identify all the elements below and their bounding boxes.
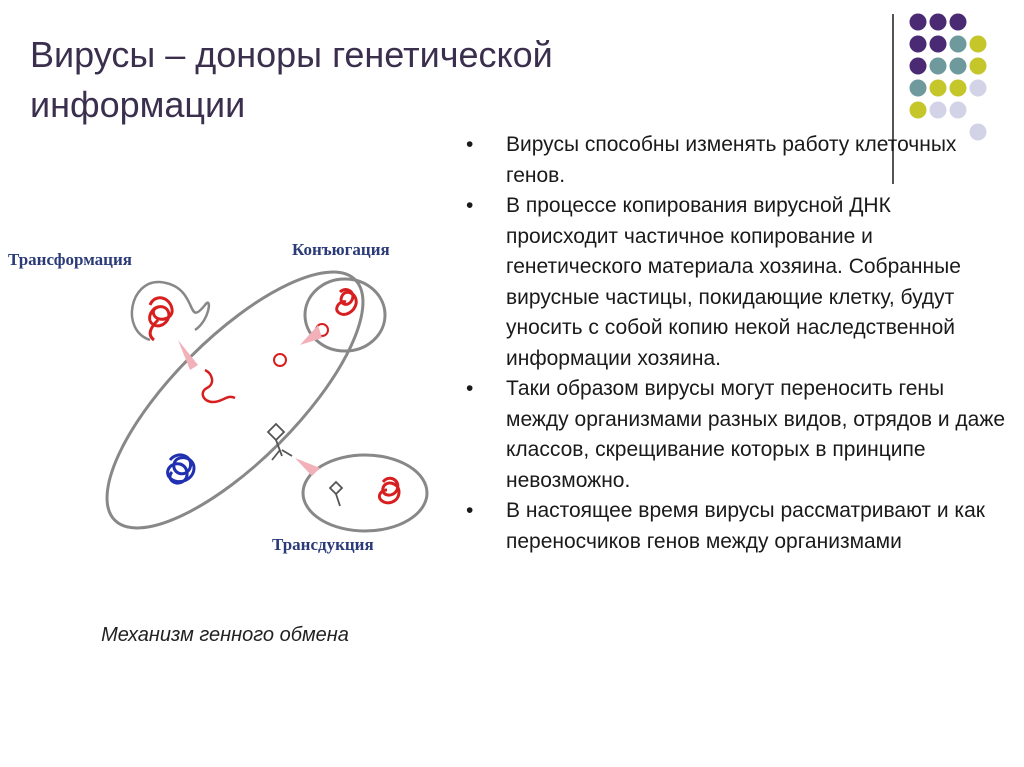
slide-title: Вирусы – доноры генетической информации <box>30 34 553 125</box>
bullet-item: • В процессе копирования вирусной ДНК происходит частичное копирование и генетического материала хозяина. Собранные вирусные частицы, покидающие клетку, будут уносить с собой копию некой наследственной информации хозяина. <box>466 191 1006 374</box>
transfer-arrow-transduction <box>295 458 320 476</box>
decoration-dot <box>910 102 927 119</box>
decoration-dot <box>970 58 987 75</box>
decoration-dot <box>970 80 987 97</box>
central-cell <box>71 236 399 564</box>
label-transformation: Трансформация <box>8 250 132 269</box>
free-dna-loop <box>132 282 209 340</box>
bullet-item: • В настоящее время вирусы рассматривают и как переносчиков генов между организмами <box>466 496 1006 557</box>
label-conjugation: Конъюгация <box>292 240 390 259</box>
plasmid-ring <box>274 354 286 366</box>
label-transduction: Трансдукция <box>272 535 374 554</box>
decoration-dot <box>970 36 987 53</box>
decoration-dot <box>930 36 947 53</box>
red-dna-tangle-transduction <box>379 478 399 503</box>
decoration-dot <box>930 14 947 31</box>
decoration-dot <box>910 14 927 31</box>
decoration-dot <box>950 80 967 97</box>
decoration-dot <box>930 58 947 75</box>
decoration-dot <box>910 36 927 53</box>
bullet-item: • Вирусы способны изменять работу клеточных генов. <box>466 130 1006 191</box>
decoration-dot <box>950 14 967 31</box>
decoration-dot <box>950 36 967 53</box>
decoration-dot <box>910 80 927 97</box>
decoration-dot <box>910 58 927 75</box>
diagram-caption: Механизм генного обмена <box>101 624 349 646</box>
red-dna-tangle-conjugation <box>337 290 357 315</box>
red-dna-tangle-transformation <box>150 298 173 340</box>
decoration-dot <box>930 80 947 97</box>
decoration-dot <box>950 58 967 75</box>
bullet-item: • Таки образом вирусы могут переносить гены между организмами разных видов, отрядов и даже классов, скрещивание которых в принципе невозможно. <box>466 374 1006 496</box>
decoration-dot <box>950 102 967 119</box>
red-dna-strand <box>203 370 235 402</box>
gene-exchange-diagram <box>0 210 460 580</box>
blue-dna-tangle <box>168 455 194 483</box>
decoration-dot <box>930 102 947 119</box>
transduction-cell <box>303 455 427 531</box>
bullet-list <box>466 130 1006 557</box>
